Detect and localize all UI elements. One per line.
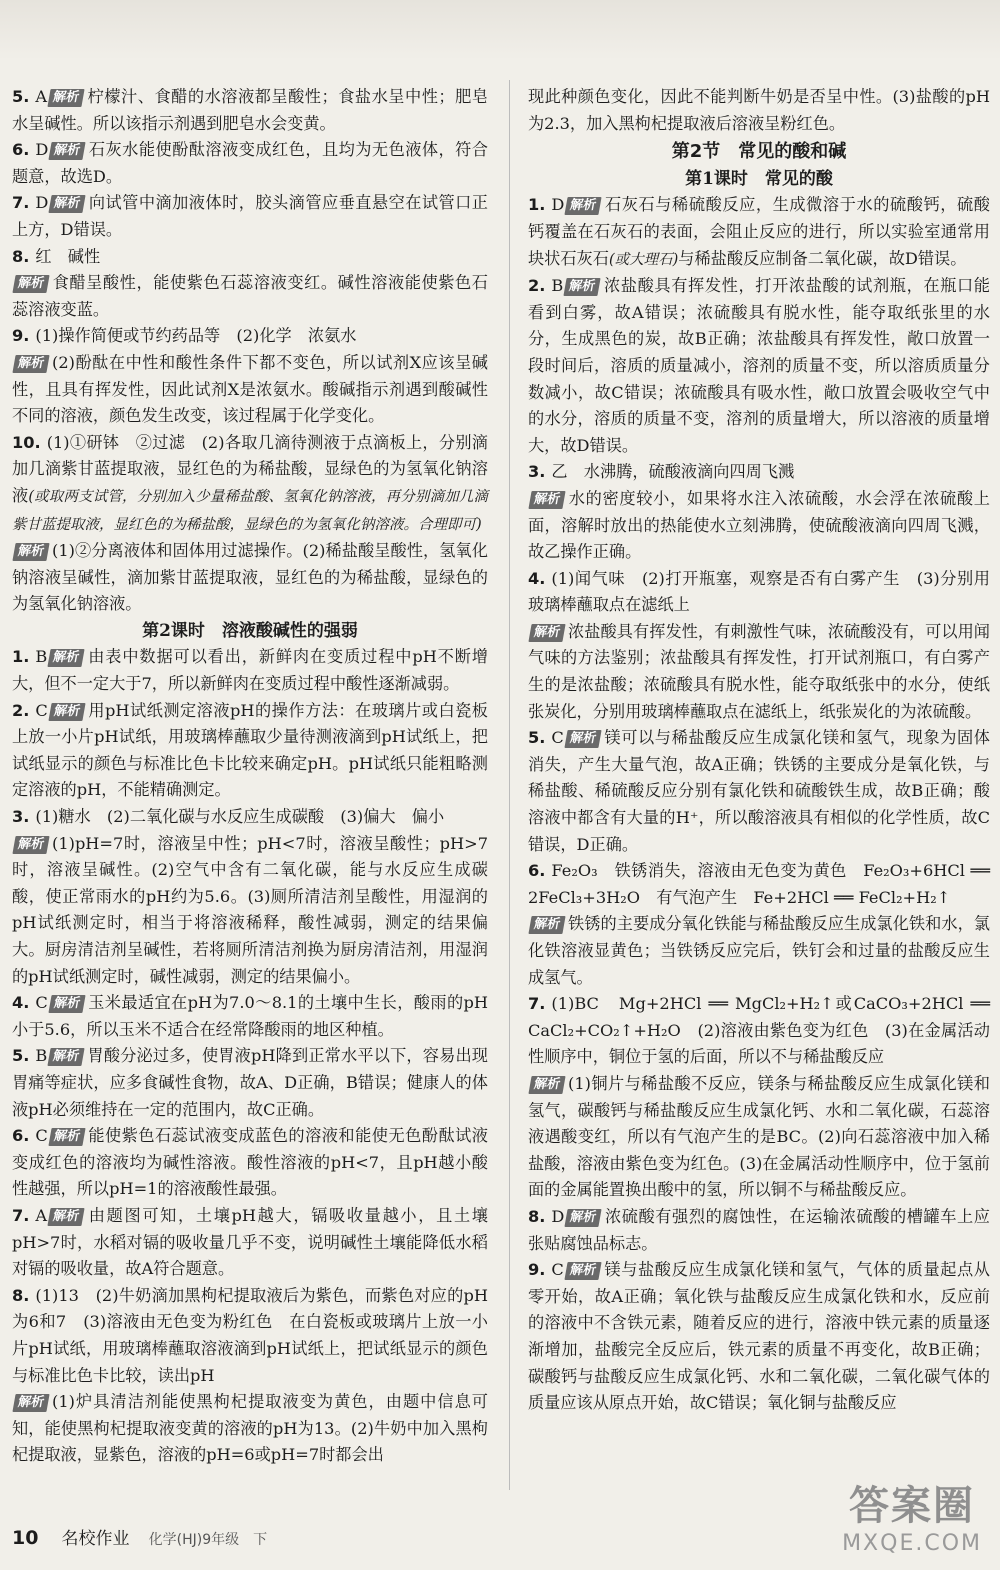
explanation-text: 胃酸分泌过多，使胃液pH降到正常水平以下，容易出现胃痛等症状，应多食碱性食物，故A、D正确，B错误；健康人的体液pH必须维持在一定的范围内，故C正确。 (12, 1046, 488, 1119)
explanation-text: 玉米最适宜在pH为7.0～8.1的土壤中生长，酸雨的pH小于5.6，所以玉米不适合在经常降酸雨的地区种植。 (12, 993, 488, 1039)
answer-line (12, 1283, 488, 1389)
analysis-tag: 解析 (12, 836, 49, 854)
right-items (528, 192, 990, 1416)
explanation-line (12, 350, 488, 430)
question-number: 7. (12, 193, 30, 213)
question-number: 6. (12, 140, 30, 160)
watermark-title: 答案圈 (849, 1483, 976, 1529)
answer-item (12, 804, 488, 990)
right-column (528, 84, 990, 1417)
answer-line (12, 804, 488, 831)
explanation-text: (1)pH=7时，溶液呈中性；pH<7时，溶液呈酸性；pH>7时，溶液呈碱性。(2)空气中含有二氧化碳，能与水反应生成碳酸，使正常雨水的pH约为5.6。(3)厕所清洁剂呈酸性，用湿润的pH试纸测定时，相当于将溶液稀释，酸性减弱，测定的结果偏大。厨房清洁剂呈碱性，若将厕所清洁剂换为厨房清洁剂，用湿润的pH试纸测定时，碱性减弱，测定的结果偏小。 (12, 833, 488, 986)
column-divider (509, 80, 510, 1490)
answer-item (528, 192, 990, 273)
question-number: 10. (12, 432, 41, 452)
explanation-text: 浓盐酸具有挥发性，有刺激性气味，浓硫酸没有，可以用闻气味的方法鉴别；浓盐酸具有挥发性，打开试剂瓶口，有白雾产生的是浓盐酸；浓硫酸具有脱水性，能夺取纸张中的水分，使纸张炭化，分别用玻璃棒蘸取点在滤纸上，纸张炭化的为浓硫酸。 (528, 621, 990, 721)
answer-text: B (551, 276, 564, 296)
explanation-line (528, 619, 990, 725)
answer-item (528, 991, 990, 1204)
top-shadow (0, 0, 1000, 60)
answer-item (528, 273, 990, 459)
lesson-title: 第1课时 常见的酸 (685, 168, 833, 189)
question-number: 5. (12, 1046, 30, 1066)
question-number: 3. (528, 462, 546, 482)
answer-line (12, 698, 488, 804)
explanation-text: (1)铜片与稀盐酸不反应，镁条与稀盐酸反应生成氯化镁和氢气，碳酸钙与稀盐酸反应生成氯化钙、水和二氧化碳，石蕊溶液遇酸变红，所以有气泡产生的是BC。(2)向石蕊溶液中加入稀盐酸，溶液由紫色变为红色。(3)在金属活动性顺序中，位于氢前面的金属能置换出酸中的氢，所以铜不与稀盐酸反应。 (528, 1073, 990, 1200)
answer-text: C (551, 1260, 564, 1280)
analysis-tag: 解析 (12, 355, 49, 373)
analysis-tag: 解析 (48, 1128, 85, 1146)
answer-text: C (35, 700, 48, 720)
answer-line (528, 566, 990, 619)
answer-text: (1)①研钵 ②过滤 (2)各取几滴待测液于点滴板上，分别滴加几滴紫甘蓝提取液，显红色的为稀盐酸，显绿色的为氢氧化钠溶液 (12, 432, 488, 505)
explanation-text: 向试管中滴加液体时，胶头滴管应垂直悬空在试管口正上方，D错误。 (12, 193, 488, 239)
explanation-text: 石灰水能使酚酞溶液变成红色，且均为无色液体，符合题意，故选D。 (12, 140, 488, 186)
page-number: 10 (12, 1527, 39, 1549)
answer-item (528, 725, 990, 858)
question-number: 8. (12, 246, 30, 266)
section-title: 第2节 常见的酸和碱 (671, 141, 847, 163)
answer-item (12, 1203, 488, 1283)
answer-text: 红 碱性 (35, 246, 101, 266)
answer-item (528, 566, 990, 726)
explanation-text: (1)②分离液体和固体用过滤操作。(2)稀盐酸呈酸性，氢氧化钠溶液呈碱性，滴加紫甘蓝提取液，显红色的为稀盐酸，显绿色的为氢氧化钠溶液。 (12, 541, 488, 614)
answer-text: (1)操作简便或节约药品等 (2)化学 浓氨水 (35, 326, 357, 346)
explanation-text: 能使紫色石蕊试液变成蓝色的溶液和能使无色酚酞试液变成红色的溶液均为碱性溶液。酸性溶液的pH<7，且pH越小酸性越强，所以pH=1的溶液酸性最强。 (12, 1126, 488, 1199)
explanation-line (528, 486, 990, 566)
brand-name: 名校作业 (61, 1529, 130, 1549)
question-number: 9. (528, 1260, 546, 1280)
analysis-tag: 解析 (48, 649, 85, 667)
explanation-text: (1)炉具清洁剂能使黑枸杞提取液变为黄色，由题中信息可知，能使黑枸杞提取液变黄的溶液的pH为13。(2)牛奶中加入黑枸杞提取液，显紫色，溶液的pH=6或pH=7时都会出 (12, 1392, 488, 1465)
explanation-line (528, 1071, 990, 1204)
explanation-text: 浓硫酸有强烈的腐蚀性，在运输浓硫酸的槽罐车上应张贴腐蚀品标志。 (528, 1206, 990, 1253)
answer-item (528, 858, 990, 991)
answer-line (12, 1043, 488, 1123)
explanation-text: 与稀盐酸反应制备二氧化碳，故D错误。 (678, 248, 967, 268)
explanation-line (12, 270, 488, 323)
analysis-tag: 解析 (49, 142, 86, 160)
answer-text: C (35, 993, 48, 1013)
answer-item (12, 323, 488, 429)
explanation-text: 用pH试纸测定溶液pH的操作方法：在玻璃片或白瓷板上放一小片pH试纸，用玻璃棒蘸取少量待测液滴到pH试纸上，把试纸显示的颜色与标准比色卡比较来确定pH。pH试纸只能粗略测定溶液的pH，不能精确测定。 (12, 700, 488, 800)
answer-line (12, 323, 488, 350)
explanation-text: 由表中数据可以看出，新鲜肉在变质过程中pH不断增大，但不一定大于7，所以新鲜肉在变质过程中酸性逐渐减弱。 (12, 647, 488, 694)
answer-line (528, 858, 990, 911)
lesson-title: 第2课时 溶液酸碱性的强弱 (142, 620, 358, 641)
analysis-tag: 解析 (528, 1076, 565, 1094)
explanation-text: 浓盐酸具有挥发性，打开浓盐酸的试剂瓶，在瓶口能看到白雾，故A错误；浓硫酸具有脱水性，能夺取纸张里的水分，生成黑色的炭，故B正确；浓盐酸具有挥发性，敞口放置一段时间后，溶质的质量减小，溶剂的质量不变，所以溶质质量分数减小，故C错误；浓硫酸具有吸水性，敞口放置会吸收空气中的水分，溶质的质量不变，溶剂的质量增大，所以溶液的质量增大，故D错误。 (528, 276, 990, 455)
answer-text: (1)BC Mg+2HCl ══ MgCl₂+H₂↑或CaCO₃+2HCl ══ CaCl₂+CO₂↑+H₂O (2)溶液由紫色变为红色 (3)在金属活动性顺序中，铜位于氢的后面，所以不与稀盐酸反应 (528, 994, 990, 1067)
question-number: 6. (528, 861, 546, 881)
question-number: 8. (12, 1285, 30, 1305)
answer-text: 乙 水沸腾，硫酸液滴向四周飞溅 (551, 462, 795, 482)
answer-text: B (35, 647, 48, 667)
analysis-tag: 解析 (12, 543, 49, 561)
footer (12, 1524, 267, 1549)
answer-item (12, 244, 488, 324)
answer-text: D (35, 140, 49, 160)
analysis-tag: 解析 (528, 624, 565, 642)
question-number: 2. (12, 700, 30, 720)
watermark (842, 1474, 982, 1556)
answer-line (528, 1204, 990, 1257)
explanation-text: 水的密度较小，如果将水注入浓硫酸，水会浮在浓硫酸上面，溶解时放出的热能使水立刻沸腾，使硫酸液滴向四周飞溅，故乙操作正确。 (528, 488, 990, 562)
answer-line (12, 137, 488, 190)
analysis-tag: 解析 (565, 197, 602, 215)
answer-item (528, 459, 990, 565)
answer-text: (1)13 (2)牛奶滴加黑枸杞提取液后为紫色，而紫色对应的pH为6和7 (3)溶液由无色变为粉红色 在白瓷板或玻璃片上放一小片pH试纸，用玻璃棒蘸取溶液滴到pH试纸上，把试纸显示的颜色与标准比色卡比较，读出pH (12, 1285, 488, 1385)
analysis-tag: 解析 (49, 195, 86, 213)
explanation-text: 由题图可知，土壤pH越大，镉吸收量越小，且土壤pH>7时，水稻对镉的吸收量几乎不变，说明碱性土壤能降低水稻对镉的吸收量，故A符合题意。 (12, 1205, 488, 1279)
answer-line (12, 190, 488, 243)
explanation-line (528, 911, 990, 991)
handwritten-note: (或大理石) (608, 251, 679, 268)
answer-item (12, 698, 488, 804)
answer-item (12, 1123, 488, 1203)
analysis-tag: 解析 (48, 703, 85, 721)
analysis-tag: 解析 (12, 1394, 49, 1412)
question-number: 7. (528, 994, 546, 1014)
answer-item (12, 137, 488, 190)
question-number: 5. (528, 728, 546, 748)
answer-line (12, 244, 488, 271)
analysis-tag: 解析 (528, 916, 565, 934)
answer-text: (1)糖水 (2)二氧化碳与水反应生成碳酸 (3)偏大 偏小 (35, 807, 445, 827)
answer-line (528, 273, 990, 459)
answer-item (12, 990, 488, 1043)
answer-text: D (551, 195, 565, 215)
explanation-text: 柠檬汁、食醋的水溶液都呈酸性；食盐水呈中性；肥皂水呈碱性。所以该指示剂遇到肥皂水会变黄。 (12, 87, 488, 133)
explanation-line (12, 538, 488, 618)
answer-item (528, 1257, 990, 1417)
answer-text: Fe₂O₃ 铁锈消失，溶液由无色变为黄色 Fe₂O₃+6HCl ══ 2FeCl₃+3H₂O 有气泡产生 Fe+2HCl ══ FeCl₂+H₂↑ (528, 861, 990, 907)
explanation-text: 石灰石与稀硫酸反应，生成微溶于水的硫酸钙，硫酸钙覆盖在石灰石的表面，会阻止反应的进行，所以实验室通常用块状石灰石 (528, 195, 990, 268)
question-number: 4. (528, 568, 546, 588)
answer-item (12, 1283, 488, 1469)
subject-grade: 化学(HJ)9年级 下 (148, 1532, 268, 1548)
answer-item (12, 430, 488, 618)
right-intro: 现此种颜色变化，因此不能判断牛奶是否呈中性。(3)盐酸的pH为2.3，加入黑枸杞提取液后溶液呈粉红色。 (528, 87, 990, 133)
answer-text: D (551, 1206, 565, 1226)
question-number: 2. (528, 276, 546, 296)
answer-text: C (551, 728, 564, 748)
analysis-tag: 解析 (12, 275, 49, 293)
answer-line (528, 725, 990, 858)
analysis-tag: 解析 (564, 278, 601, 296)
answer-text: A (35, 87, 48, 106)
answer-line (12, 990, 488, 1043)
explanation-text: (2)酚酞在中性和酸性条件下都不变色，所以试剂X应该呈碱性，且具有挥发性，因此试剂X是浓氨水。酸碱指示剂遇到酸碱性不同的溶液，颜色发生改变，该过程属于化学变化。 (12, 352, 488, 426)
answer-item (12, 1043, 488, 1123)
answer-line (12, 430, 488, 538)
answer-item (12, 190, 488, 243)
answer-line (528, 192, 990, 273)
answer-line (528, 1257, 990, 1417)
explanation-text: 镁与盐酸反应生成氯化镁和氢气，气体的质量起点从零开始，故A正确；氧化铁与盐酸反应生成氯化铁和水，反应前的溶液中不含铁元素，随着反应的进行，溶液中铁元素的质量逐渐增加，盐酸完全反应后，铁元素的质量不再变化，故B正确；碳酸钙与盐酸反应生成氯化钙、水和二氧化碳，二氧化碳气体的质量应该从原点开始，故C错误；氧化铜与盐酸反应 (528, 1260, 990, 1413)
answer-text: A (35, 1205, 48, 1225)
question-number: 1. (12, 647, 30, 667)
explanation-text: 铁锈的主要成分氧化铁能与稀盐酸反应生成氯化铁和水，氯化铁溶液显黄色；当铁锈反应完后，铁钉会和过量的盐酸反应生成氢气。 (528, 914, 990, 987)
answer-line (528, 459, 990, 486)
explanation-text: 食醋呈酸性，能使紫色石蕊溶液变红。碱性溶液能使紫色石蕊溶液变蓝。 (12, 273, 488, 319)
answer-item (12, 644, 488, 697)
explanation-line (12, 831, 488, 991)
answer-line (12, 1203, 488, 1283)
analysis-tag: 解析 (564, 730, 601, 748)
question-number: 6. (12, 1126, 30, 1146)
answer-item (528, 1204, 990, 1257)
analysis-tag: 解析 (528, 491, 565, 509)
question-number: 8. (528, 1206, 546, 1226)
explanation-text: 镁可以与稀盐酸反应生成氯化镁和氢气，现象为固体消失，产生大量气泡，故A正确；铁锈的主要成分是氧化铁，与稀盐酸、稀硫酸反应分别有氯化铁和硫酸铁生成，故B正确；酸溶液中都含有大量的H⁺，所以酸溶液具有相似的化学性质，故C错误，D正确。 (528, 728, 990, 854)
explanation-line (12, 1389, 488, 1469)
answer-text: C (35, 1126, 48, 1146)
analysis-tag: 解析 (48, 1208, 85, 1226)
analysis-tag: 解析 (565, 1209, 602, 1227)
analysis-tag: 解析 (48, 89, 85, 107)
answer-line (12, 84, 488, 137)
question-number: 1. (528, 195, 546, 215)
question-number: 3. (12, 807, 30, 827)
handwritten-note: (或取两支试管，分别加入少量稀盐酸、氢氧化钠溶液，再分别滴加几滴紫甘蓝提取液，显红色的为稀盐酸，显绿色的为氢氧化钠溶液。合理即可) (12, 488, 489, 533)
answer-line (528, 991, 990, 1071)
answer-line (12, 1123, 488, 1203)
answer-text: D (35, 193, 49, 213)
analysis-tag: 解析 (48, 995, 85, 1013)
question-number: 4. (12, 993, 30, 1013)
left-column (12, 84, 488, 1469)
answer-item (12, 84, 488, 137)
answer-text: (1)闻气味 (2)打开瓶塞，观察是否有白雾产生 (3)分别用玻璃棒蘸取点在滤纸上 (528, 568, 990, 615)
question-number: 5. (12, 87, 30, 106)
analysis-tag: 解析 (48, 1048, 85, 1066)
question-number: 9. (12, 326, 30, 346)
analysis-tag: 解析 (564, 1262, 601, 1280)
watermark-url: MXQE.COM (842, 1531, 982, 1556)
answer-text: B (35, 1046, 48, 1066)
answer-line (12, 644, 488, 697)
question-number: 7. (12, 1205, 30, 1225)
